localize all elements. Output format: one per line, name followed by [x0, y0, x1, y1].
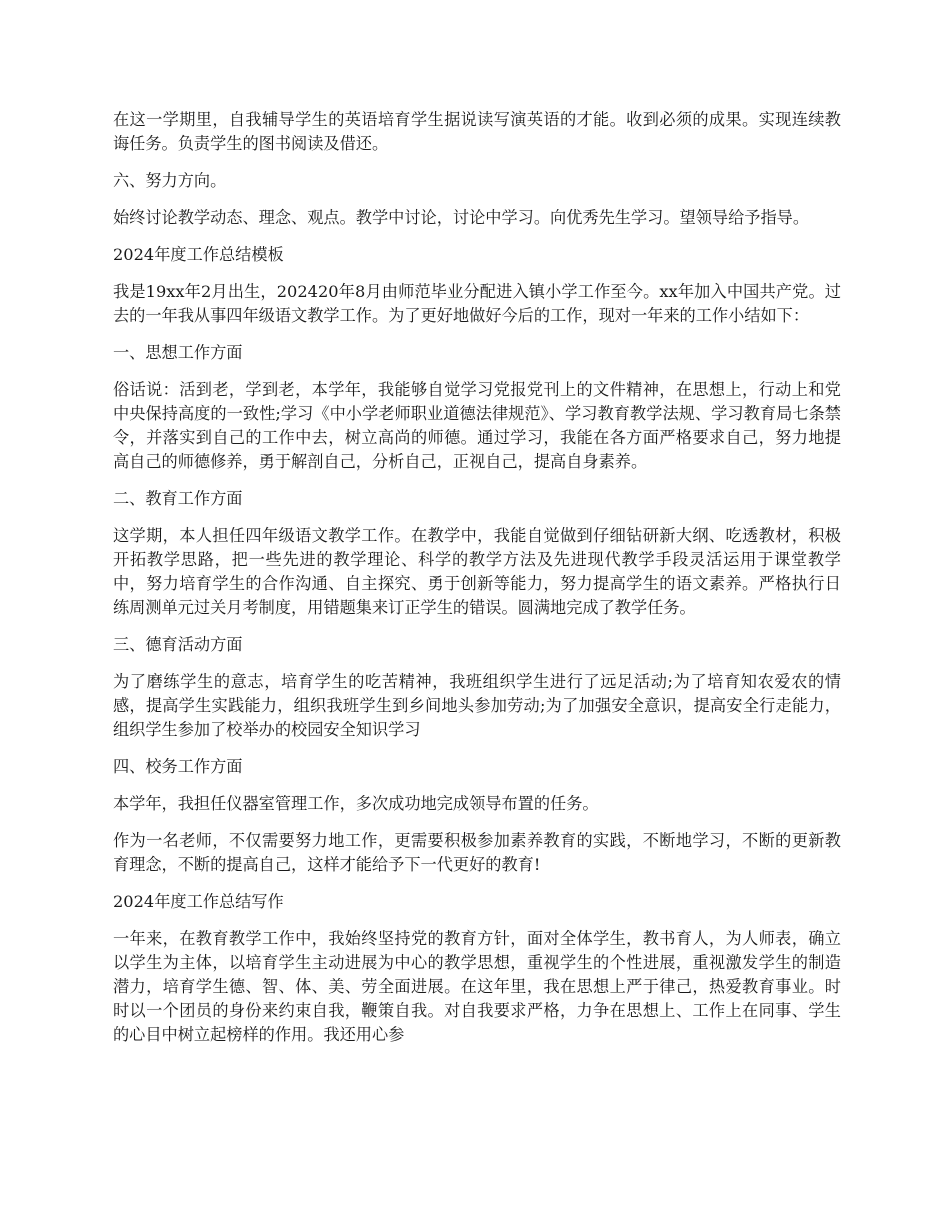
heading-summary-writing: 2024年度工作总结写作: [113, 892, 284, 911]
heading-moral-activities: 三、德育活动方面: [113, 635, 243, 654]
paragraph-teacher-reflection: 作为一名老师，不仅需要努力地工作，更需要积极参加素养教育的实践，不断地学习，不断的更新教育理念，不断的提高自己，这样才能给予下一代更好的教育!: [113, 831, 841, 874]
document-page: [113, 108, 841, 1060]
paragraph-moral-activities: 为了磨练学生的意志，培育学生的吃苦精神，我班组织学生进行了远足活动;为了培育知农爱农的情感，提高学生实践能力，组织我班学生到乡间地头参加劳动;为了加强安全意识，提高安全行走能力，组织学生参加了校举办的校园安全知识学习: [113, 672, 841, 739]
paragraph-effort-direction: 始终讨论教学动态、理念、观点。教学中讨论，讨论中学习。向优秀先生学习。望领导给予指导。: [113, 208, 810, 227]
paragraph-education-work: 这学期，本人担任四年级语文教学工作。在教学中，我能自觉做到仔细钻研新大纲、吃透教材，积极开拓教学思路，把一些先进的教学理论、科学的教学方法及先进现代教学手段灵活运用于课堂教学中，努力培育学生的合作沟通、自主探究、勇于创新等能力，努力提高学生的语文素养。严格执行日练周测单元过关月考制度，用错题集来订正学生的错误。圆满地完成了教学任务。: [113, 526, 841, 617]
paragraph-self-introduction: 我是19xx年2月出生，202420年8月由师范毕业分配进入镇小学工作至今。xx年加入中国共产党。过去的一年我从事四年级语文教学工作。为了更好地做好今后的工作，现对一年来的工作小结如下：: [113, 282, 841, 325]
paragraph-school-affairs: 本学年，我担任仪器室管理工作，多次成功地完成领导布置的任务。: [113, 794, 599, 813]
paragraph-ideology-work: 俗话说：活到老，学到老，本学年，我能够自觉学习党报党刊上的文件精神，在思想上，行动上和党中央保持高度的一致性;学习《中小学老师职业道德法律规范》、学习教育教学法规、学习教育局七条禁令，并落实到自己的工作中去，树立高尚的师德。通过学习，我能在各方面严格要求自己，努力地提高自己的师德修养，勇于解剖自己，分析自己，正视自己，提高自身素养。: [113, 380, 841, 471]
heading-summary-template: 2024年度工作总结模板: [113, 245, 284, 264]
paragraph-library-duty: 在这一学期里，自我辅导学生的英语培育学生据说读写演英语的才能。收到必须的成果。实现连续教诲任务。负责学生的图书阅读及借还。: [113, 110, 841, 153]
paragraph-year-review: 一年来，在教育教学工作中，我始终坚持党的教育方针，面对全体学生，教书育人，为人师表，确立以学生为主体，以培育学生主动进展为中心的教学思想，重视学生的个性进展，重视激发学生的制造潜力，培育学生德、智、体、美、劳全面进展。在这年里，我在思想上严于律己，热爱教育事业。时时以一个团员的身份来约束自我，鞭策自我。对自我要求严格，力争在思想上、工作上在同事、学生的心目中树立起榜样的作用。我还用心参: [113, 929, 841, 1044]
heading-education-work: 二、教育工作方面: [113, 489, 243, 508]
heading-effort-direction: 六、努力方向。: [113, 171, 227, 190]
heading-ideology-work: 一、思想工作方面: [113, 343, 243, 362]
heading-school-affairs: 四、校务工作方面: [113, 757, 243, 776]
